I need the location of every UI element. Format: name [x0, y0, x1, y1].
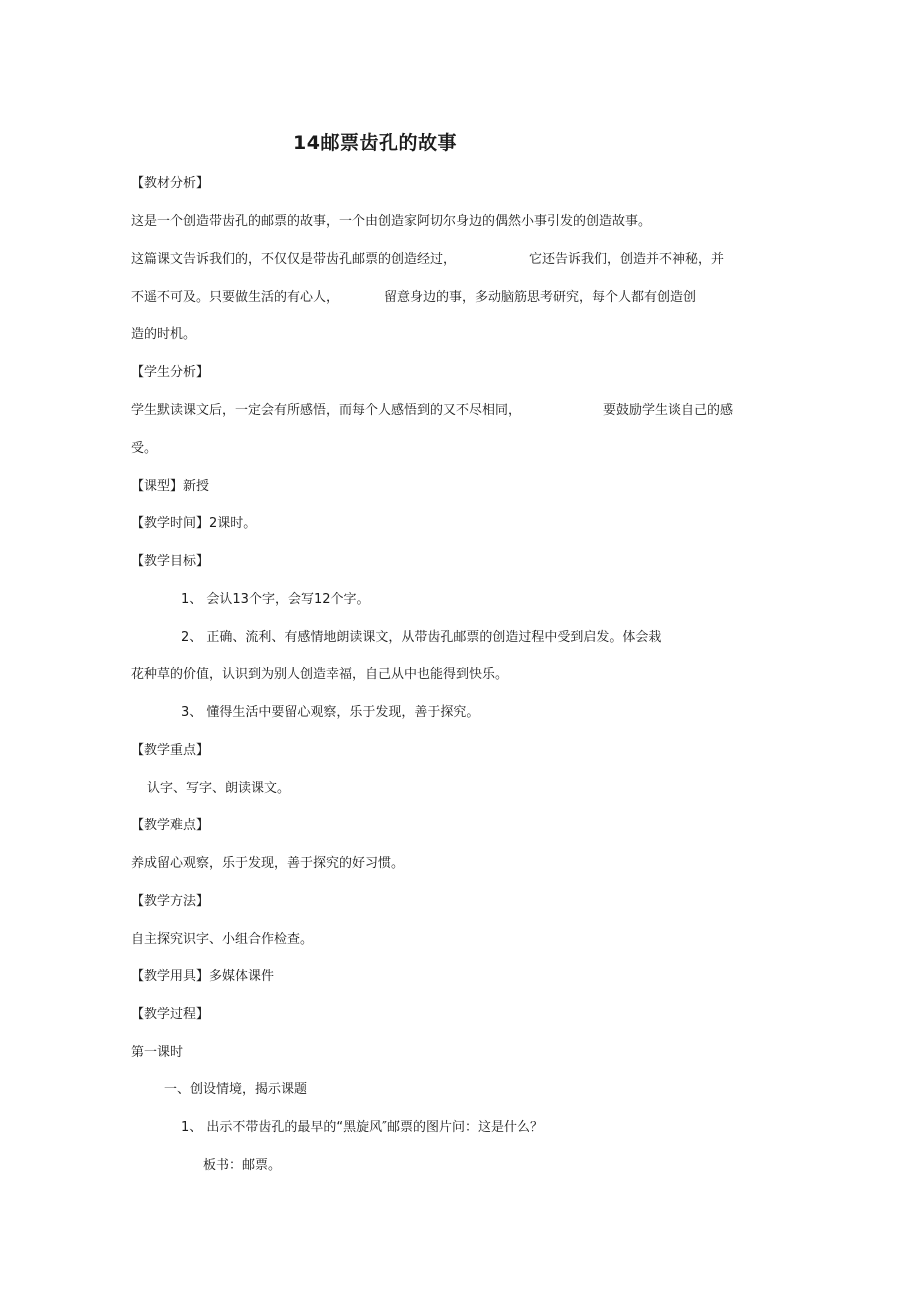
lesson-type-line: 【课型】新授	[131, 479, 210, 494]
goal-item-1: 1、 会认13个字，会写12个字。	[181, 592, 370, 607]
student-paragraph-1-part-b: 要鼓励学生谈自己的感	[603, 403, 734, 418]
material-paragraph-1: 这是一个创造带齿孔的邮票的故事，一个由创造家阿切尔身边的偶然小事引发的创造故事。	[131, 214, 652, 229]
student-paragraph-2: 受。	[131, 441, 158, 456]
first-lesson-label: 第一课时	[131, 1045, 184, 1060]
teaching-time-line: 【教学时间】2课时。	[131, 516, 257, 531]
material-paragraph-2-part-b: 它还告诉我们，创造并不神秘，并	[529, 252, 725, 267]
teaching-focus-text: 认字、写字、朗读课文。	[147, 781, 291, 796]
material-paragraph-3-part-b: 留意身边的事，多动脑筋思考研究，每个人都有创造创	[384, 290, 697, 305]
step-1-item-1: 1、 出示不带齿孔的最早的“黑旋风″邮票的图片问：这是什么？	[181, 1120, 543, 1135]
teaching-method-text: 自主探究识字、小组合作检查。	[131, 932, 314, 947]
teaching-focus-heading: 【教学重点】	[131, 743, 210, 758]
step-1-heading: 一、创设情境，揭示课题	[164, 1082, 308, 1097]
teaching-difficulty-heading: 【教学难点】	[131, 818, 210, 833]
teaching-difficulty-text: 养成留心观察，乐于发现，善于探究的好习惯。	[131, 856, 405, 871]
material-paragraph-4: 造的时机。	[131, 327, 197, 342]
material-paragraph-2-line	[131, 252, 456, 268]
goal-item-3: 3、 懂得生活中要留心观察，乐于发现，善于探究。	[181, 705, 480, 720]
teaching-method-heading: 【教学方法】	[131, 894, 210, 909]
teaching-tools-line: 【教学用具】多媒体课件	[131, 969, 275, 984]
student-analysis-heading: 【学生分析】	[131, 365, 210, 380]
lesson-title: 14邮票齿孔的故事	[293, 132, 457, 154]
goal-item-2-line-2: 花种草的价值，认识到为别人创造幸福，自己从中也能得到快乐。	[131, 667, 509, 682]
material-paragraph-3-part-a: 不遥不可及。只要做生活的有心人，	[131, 290, 340, 305]
material-analysis-heading: 【教材分析】	[131, 176, 210, 191]
material-paragraph-2-part-a: 这篇课文告诉我们的，不仅仅是带齿孔邮票的创造经过，	[131, 252, 457, 267]
teaching-process-heading: 【教学过程】	[131, 1007, 210, 1022]
board-writing-line: 板书：邮票。	[203, 1158, 282, 1173]
teaching-goals-heading: 【教学目标】	[131, 554, 210, 569]
goal-item-2-line-1: 2、 正确、流利、有感情地朗读课文，从带齿孔邮票的创造过程中受到启发。体会栽	[181, 630, 662, 645]
student-paragraph-1-part-a: 学生默读课文后，一定会有所感悟，而每个人感悟到的又不尽相同，	[131, 403, 522, 418]
